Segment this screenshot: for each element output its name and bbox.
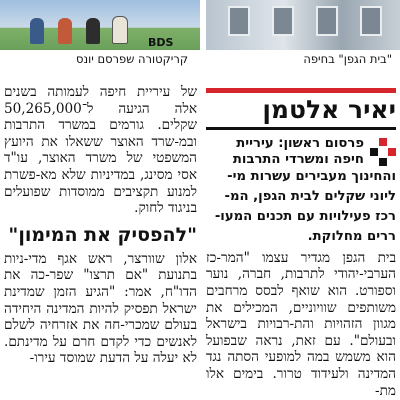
lead-block — [206, 136, 396, 169]
section-subheading: "להפסיק את המימון" — [8, 223, 197, 246]
caricature-caption: קריקטורה שפרסם יונס — [76, 52, 188, 66]
lead-line: ררים מחלוקת. — [307, 229, 396, 245]
right-column — [206, 88, 396, 399]
red-black-squares-icon — [370, 138, 396, 166]
figure-shape — [86, 18, 100, 44]
body-paragraph: של עיריית חיפה לעמותה בשנים אלה הגיעה ל־50,265,000 שקלים. גורמים במשרד התרבות ובמ-שרד האוצר ששאלו את היועץ המשפטי של משרד האוצר, עו"ד אסי מסינג, במדיניות שלא מא-פשרת למנוע תקציבים ממוסדות שפועלים בניגוד לחוק. — [4, 84, 197, 217]
lead-line: חיפה ומשרדי התרבות — [232, 152, 364, 168]
figure-shape — [58, 18, 72, 44]
window-shape — [316, 6, 338, 36]
accent-bar — [206, 88, 396, 93]
left-column — [4, 84, 197, 367]
lead-line: פרסום ראשון: עיריית — [236, 136, 364, 151]
caricature-image — [0, 0, 200, 50]
lead-line: והחינוך מעבירים עשרות מי- — [227, 168, 396, 184]
window-shape — [228, 6, 250, 36]
lead-line: רכז פעילויות עם תכנים המעו- — [214, 209, 396, 225]
building-photo — [206, 0, 400, 50]
lead-line: ליוני שקלים לבית הגפן, המ- — [224, 188, 396, 204]
figure-shape — [112, 16, 128, 44]
body-paragraph: בית הגפן מגדיר עצמו "המר-כז הערבי-יהודי לתרבות, חברה, נוער וספורט. הוא שואף לבסס מרחבים משותפים שוויוניים, המכילים את מגוון הזהויות והת-רבויות בישראל ובעולם". עם זאת, נראה שבפועל הוא משמש במה למופעי הסתה נגד המדינה ולעידוד טרור. בימים אלו מת- — [206, 249, 396, 399]
window-shape — [360, 6, 382, 36]
figure-shape — [30, 18, 44, 44]
body-paragraph: אלון שוורצר, ראש אגף מדי-ניות בתנועת "אם תרצו" שפר-כה את הדו"ח, אמר: "הגיע הזמן שמדינת ישראל תפסיק להיות המדינה היחידה בעולם שמכרי-חה את אזרחיה לשלם לאנשים כדי לקדם חרם על מדינתם. לא יעלה על הדעת שמוסד עירו- — [4, 250, 197, 367]
bds-label: BDS — [148, 36, 174, 49]
divider — [206, 127, 396, 130]
author-name: יאיר אלטמן — [262, 95, 396, 124]
window-shape — [272, 6, 294, 36]
building-caption: "בית הגפן" בחיפה — [303, 52, 392, 66]
